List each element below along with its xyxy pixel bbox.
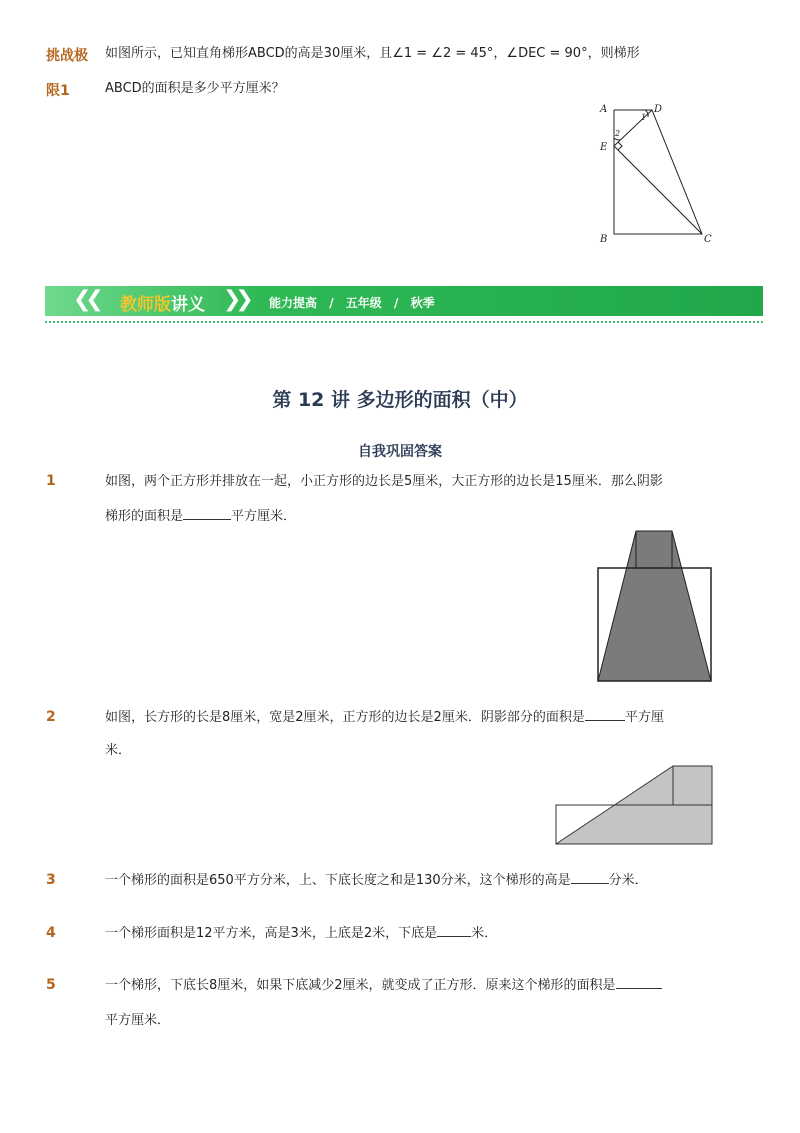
- label-b: B: [600, 234, 608, 245]
- crumb-term: 秋季: [410, 296, 435, 310]
- question-1-figure: [596, 529, 714, 683]
- question-5-line2: 平方厘米．: [105, 1013, 171, 1028]
- label-e: E: [600, 142, 608, 153]
- question-2-answer-blank: [585, 708, 625, 721]
- lecture-title: 第 12 讲 多边形的面积（中）: [272, 389, 528, 411]
- banner-breadcrumb: [269, 294, 435, 311]
- label-angle-1: 1: [641, 113, 647, 122]
- question-4-text: [105, 924, 497, 944]
- challenge-text-line1: 如图所示，已知直角梯形ABCD的高是30厘米，且∠1 = ∠2 = 45°，∠DEC = 90°，则梯形: [105, 46, 640, 61]
- lecture-subtitle: 自我巩固答案: [358, 444, 442, 460]
- crumb-sep-1: /: [329, 296, 334, 310]
- banner-title-part1: 教师版: [120, 295, 171, 315]
- teacher-banner: [45, 286, 763, 316]
- crumb-grade: 五年级: [345, 296, 382, 310]
- question-2-line1: [105, 708, 664, 728]
- segment-ed: [614, 110, 652, 146]
- challenge-tag-line2: 限1: [46, 83, 70, 99]
- question-5-line1-pre: 一个梯形，下底长8厘米，如果下底减少2厘米，就变成了正方形．原来这个梯形的面积是: [105, 978, 616, 993]
- banner-divider: [45, 321, 763, 323]
- question-1-answer-blank: [183, 507, 231, 520]
- question-4-number: 4: [46, 925, 56, 941]
- question-4-pre: 一个梯形面积是12平方米，高是3米，上底是2米，下底是: [105, 926, 438, 941]
- question-1-line2-pre: 梯形的面积是: [105, 509, 184, 524]
- question-2-line2: 米．: [105, 743, 132, 758]
- question-5-answer-blank: [616, 976, 662, 989]
- question-1-line1: 如图，两个正方形并排放在一起，小正方形的边长是5厘米，大正方形的边长是15厘米．那么阴影: [105, 474, 663, 489]
- question-2-figure: [554, 764, 714, 846]
- label-d: D: [654, 104, 663, 115]
- crumb-ability: 能力提高: [269, 296, 318, 310]
- question-2-line1-post: 平方厘: [624, 710, 664, 725]
- question-3-post: 分米．: [608, 873, 648, 888]
- question-1-number: 1: [46, 473, 56, 489]
- challenge-tag-line1: 挑战极: [46, 48, 88, 64]
- segment-ec: [614, 146, 702, 234]
- question-1-line2: [105, 507, 296, 527]
- label-c: C: [704, 234, 712, 245]
- label-angle-2: 2: [615, 129, 621, 138]
- crumb-sep-2: /: [393, 296, 399, 310]
- question-3-number: 3: [46, 872, 56, 888]
- question-5-number: 5: [46, 977, 56, 993]
- angle-2-arc: [614, 138, 620, 140]
- banner-title: [120, 290, 205, 315]
- question-4-answer-blank: [437, 924, 471, 937]
- chevrons-left-icon: ❮❮: [73, 287, 98, 312]
- trapezoid-abcd-figure: [590, 98, 725, 248]
- question-5-line1: [105, 976, 662, 996]
- trapezoid-outline: [614, 110, 702, 234]
- label-a: A: [600, 104, 608, 115]
- question-2-line1-pre: 如图，长方形的长是8厘米，宽是2厘米，正方形的边长是2厘米．阴影部分的面积是: [105, 710, 585, 725]
- question-1-line2-post: 平方厘米．: [231, 509, 297, 524]
- question-3-text: [105, 871, 648, 891]
- question-3-pre: 一个梯形的面积是650平方分米，上、下底长度之和是130分米，这个梯形的高是: [105, 873, 571, 888]
- question-4-post: 米．: [471, 926, 498, 941]
- banner-title-part2: 讲义: [171, 295, 205, 315]
- question-3-answer-blank: [571, 871, 609, 884]
- question-2-number: 2: [46, 709, 56, 725]
- shaded-trapezoid: [598, 531, 711, 681]
- chevrons-right-icon: ❯❯: [223, 287, 248, 312]
- challenge-text-line2: ABCD的面积是多少平方厘米？: [105, 81, 285, 96]
- right-angle-mark: [618, 142, 622, 150]
